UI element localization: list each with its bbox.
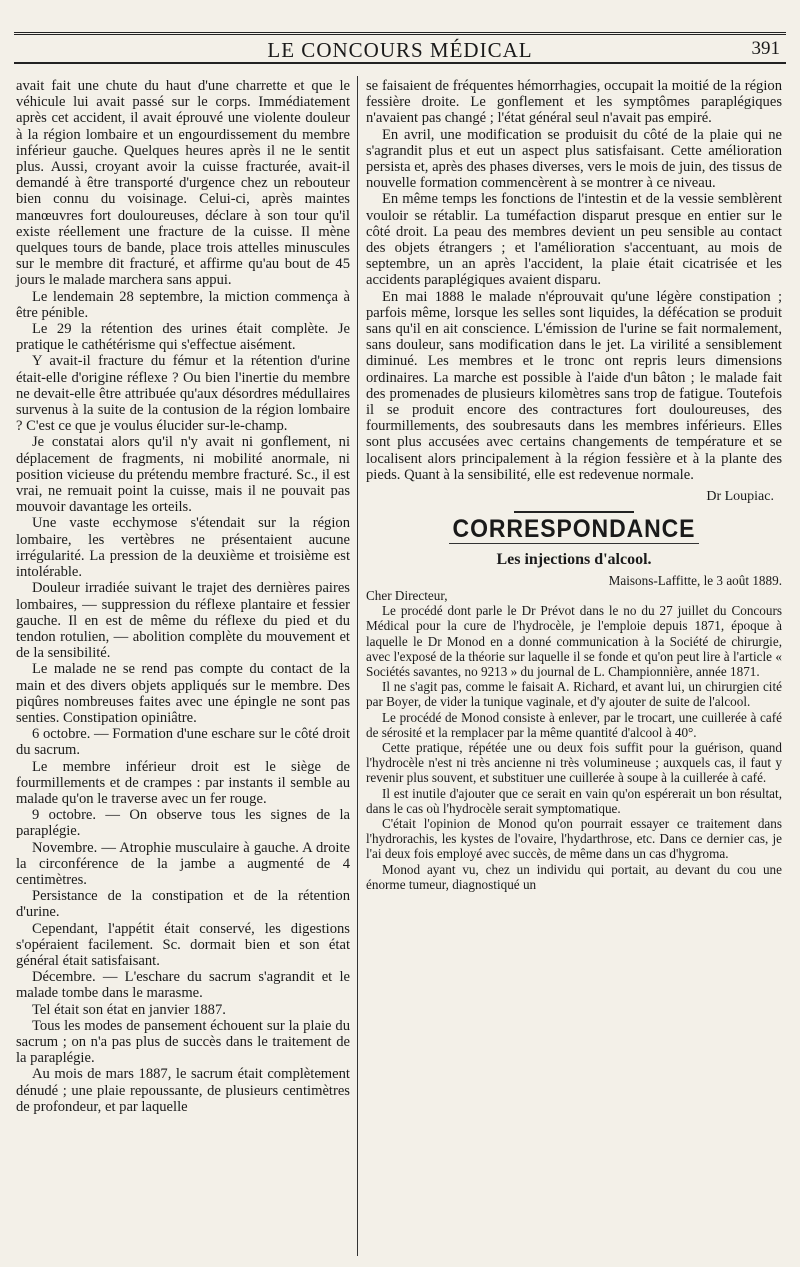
page-number: 391 [751, 38, 780, 59]
article-subtitle: Les injections d'alcool. [496, 551, 652, 569]
header-bottom-rule [14, 62, 786, 64]
paragraph: En mai 1888 le malade n'éprouvait qu'une légère constipation ; parfois même, lorsque les selles sont liquides, la défécation se produit sans qu'il en ait conscience. L'émission de l'urine se fait normalement, sans douleur, sans modification dans le jet. La virilité a sensiblement diminué. Les membres et le tronc ont repris leurs dimensions ordinaires. La marche est possible à l'aide d'un bâton ; le malade fait des promenades de plusieurs kilomètres sans trop de fatigue. Toutefois il se produit encore des contractures fort douloureuses, des fourmillements, des soubresauts dans les membres inférieurs. Elles sont plus accusées avec certains changements de température et se localisent alors principalement à la région fessière et à la plante des pieds. Quant à la sensibilité, elle est redevenue normale. [366, 288, 782, 483]
right-column [366, 78, 782, 892]
paragraph: Tous les modes de pansement échouent sur la plaie du sacrum ; on n'a pas plus de succès dans le traitement de la paraplégie. [16, 1017, 350, 1067]
paragraph: Le procédé dont parle le Dr Prévot dans le no du 27 juillet du Concours Médical pour la cure de l'hydrocèle, je l'emploie depuis 1871, époque à laquelle le Dr Monod en a donné communication à la Société de chirurgie, avec l'exposé de la théorie sur laquelle il se fonde et qu'on peut lire à l'article « Sociétés savantes, no 9213 » du journal de L. Championnière, année 1871. [366, 603, 782, 679]
paragraph: 6 octobre. — Formation d'une eschare sur le côté droit du sacrum. [16, 726, 350, 759]
title-rule [449, 543, 699, 544]
paragraph: Cependant, l'appétit était conservé, les digestions s'opéraient facilement. Sc. dormait bien et son état général était satisfaisant. [16, 920, 350, 969]
paragraph: Novembre. — Atrophie musculaire à gauche. A droite la circonférence de la jambe a augmenté de 4 centimètres. [16, 839, 350, 888]
paragraph: Monod ayant vu, chez un individu qui portait, au devant du cou une énorme tumeur, diagnostiqué un [366, 861, 782, 892]
paragraph: Il ne s'agit pas, comme le faisait A. Richard, et avant lui, un chirurgien cité par Boyer, de vider la tunique vaginale, et d'y ajouter de suite de l'alcool. [366, 679, 782, 710]
paragraph: Cette pratique, répétée une ou deux fois suffit pour la guérison, quand l'hydrocèle n'est ni très ancienne ni très volumineuse ; auxquels cas, il faut y revenir plus souvent, et substituer une cuillerée à soupe à la cuillerée à café. [366, 739, 782, 786]
paragraph: Y avait-il fracture du fémur et la rétention d'urine était-elle d'origine réflexe ? Ou bien l'inertie du membre ne devait-elle être attribuée qu'aux désordres médullaires survenus à la suite de la contusion de la région lombaire ? C'est ce que je voulus élucider sur-le-champ. [16, 353, 350, 435]
paragraph: Le lendemain 28 septembre, la miction commença à être pénible. [16, 288, 350, 321]
section-title: CORRESPONDANCE [452, 515, 696, 544]
paragraph: C'était l'opinion de Monod qu'on pourrait essayer ce traitement dans l'hydrorachis, les kystes de l'ovaire, l'hydarthrose, etc. Dans ce dernier cas, je l'ai deux fois employé avec succès, de même dans un cas d'hygroma. [366, 815, 782, 862]
paragraph: Décembre. — L'eschare du sacrum s'agrandit et le malade tombe dans le marasme. [16, 969, 350, 1002]
paragraph: Je constatai alors qu'il n'y avait ni gonflement, ni déplacement de fragments, ni mobilité anormale, ni position vicieuse du prétendu membre fracturé. Sc., il est vrai, ne remuait point la cuisse, mais il ne pouvait pas mouvoir davantage les orteils. [16, 434, 350, 516]
signature: Dr Loupiac. [706, 489, 774, 505]
paragraph: 9 octobre. — On observe tous les signes de la paraplégie. [16, 807, 350, 840]
paragraph: Le membre inférieur droit est le siège de fourmillements et de crampes : par instants il semble au malade qu'on le traverse avec un fer rouge. [16, 758, 350, 807]
paragraph: Tel était son état en janvier 1887. [32, 1001, 226, 1018]
journal-title: LE CONCOURS MÉDICAL [267, 38, 533, 62]
dateline: Maisons-Laffitte, le 3 août 1889. [608, 572, 782, 588]
paragraph: Au mois de mars 1887, le sacrum était complètement dénudé ; une plaie repoussante, de plusieurs centimètres de profondeur, et par laquelle [16, 1066, 350, 1115]
paragraph: Persistance de la constipation et de la rétention d'urine. [16, 888, 350, 921]
column-divider [357, 76, 358, 1256]
page-header [14, 28, 786, 68]
paragraph: En même temps les fonctions de l'intestin et de la vessie semblèrent vouloir se rétablir. La tuméfaction disparut presque en entier sur le côté droit. La peau des membres devient un peu sensible au contact des objets étrangers ; et l'amélioration s'accentuant, au mois de septembre, un an après l'accident, la plaie était cicatrisée et les accidents paraplégiques avaient disparu. [366, 191, 782, 289]
header-top-rule [14, 32, 786, 35]
paragraph: En avril, une modification se produisit du côté de la plaie qui ne s'agrandit plus et eut un aspect plus satisfaisant. Cette amélioration persista et, après des phases diverses, vers le mois de juin, des tissus de nouvelle formation commencèrent à se montrer à ce niveau. [366, 126, 782, 192]
salutation: Cher Directeur, [366, 587, 448, 603]
paragraph: avait fait une chute du haut d'une charrette et que le véhicule lui avait passé sur le corps. Immédiatement après cet accident, il avait éprouvé une violente douleur à la région lombaire et un engourdissement du membre inférieur gauche. Quelques heures après il ne le sentit plus. Aussi, croyant avoir la cuisse fracturée, avait-il demandé à être transporté d'urgence chez un rebouteur bien connu du voisinage. Celui-ci, après maintes manœuvres fort douloureuses, déclare à son tour qu'il existe réellement une fracture de la cuisse. Il mène quelques tours de bande, place trois attelles minuscules sur le membre dit fracturé, et affirme qu'au bout de 45 jours le malade marchera sans appui. [16, 78, 350, 289]
paragraph: Le malade ne se rend pas compte du contact de la main et des divers objets appliqués sur le membre. Des piqûres nombreuses faites avec une épingle ne sont pas senties. Constipation opiniâtre. [16, 661, 350, 726]
paragraph: Douleur irradiée suivant le trajet des dernières paires lombaires, — suppression du réflexe plantaire et fessier gauche. Il en est de même du réflexe du pied et du tendon rotulien, — abolition complète du mouvement et de la sensibilité. [16, 580, 350, 662]
paragraph: Le 29 la rétention des urines était complète. Je pratique le cathétérisme qui s'effectue aisément. [16, 321, 350, 354]
left-column [16, 78, 350, 1115]
section-rule [514, 511, 634, 513]
paragraph: Il est inutile d'ajouter que ce serait en vain qu'on espérerait un bon résultat, dans le cas où l'hydrocèle serait symptomatique. [366, 785, 782, 816]
paragraph: se faisaient de fréquentes hémorrhagies, occupait la moitié de la région fessière droite. Le gonflement et les symptômes paraplégiques n'avaient pas changé ; l'état général seul n'avait pas empiré. [366, 78, 782, 127]
paragraph: Le procédé de Monod consiste à enlever, par le trocart, une cuillerée à café de sérosité et la remplacer par la même quantité d'alcool à 40°. [366, 709, 782, 740]
paragraph: Une vaste ecchymose s'étendait sur la région lombaire, les vertèbres ne présentaient aucune irrégularité. La pression de la deuxième et troisième est intolérable. [16, 515, 350, 581]
